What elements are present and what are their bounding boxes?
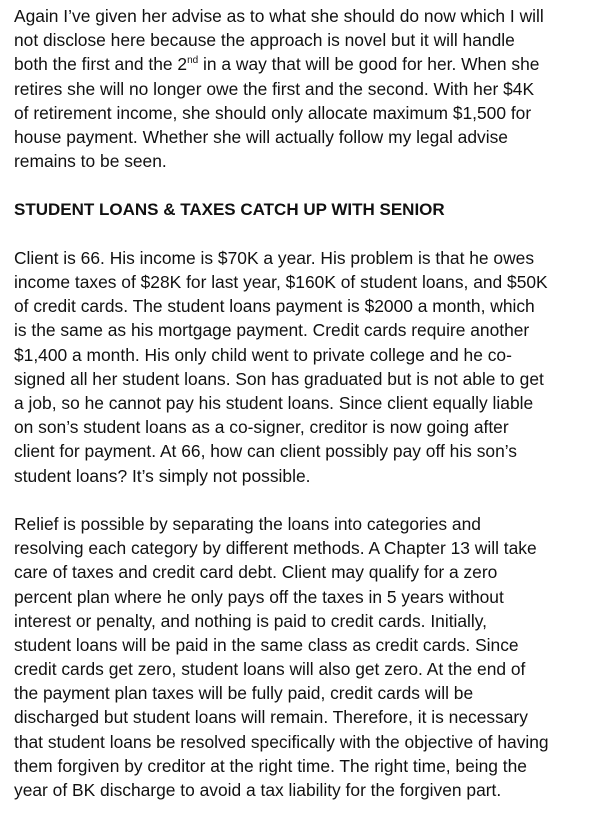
text-fragment: both the first and the 2	[14, 54, 188, 75]
text-line: resolving each category by different methods. A Chapter 13 will take	[14, 538, 537, 559]
paragraph-relief-plan	[14, 512, 594, 802]
paragraph-spacer	[14, 173, 594, 197]
text-line: interest or penalty, and nothing is paid to credit cards. Initially,	[14, 610, 488, 631]
text-line: credit cards get zero, student loans will also get zero. At the end of	[14, 659, 526, 680]
document-page	[14, 4, 594, 802]
text-line: Relief is possible by separating the loans into categories and	[14, 513, 481, 534]
text-line: discharged but student loans will remain. Therefore, it is necessary	[14, 707, 528, 728]
paragraph-spacer	[14, 222, 594, 246]
text-line: a job, so he cannot pay his student loans. Since client equally liable	[14, 393, 534, 413]
text-line: Again I’ve given her advise as to what she should do now which I will	[14, 6, 544, 26]
paragraph-retirement-advice	[14, 4, 594, 173]
text-line: the payment plan taxes will be fully paid, credit cards will be	[14, 683, 474, 704]
text-line: of credit cards. The student loans payment is $2000 a month, which	[14, 296, 535, 317]
text-line: Client is 66. His income is $70K a year. His problem is that he owes	[14, 247, 535, 268]
text-fragment: in a way that will be good for her. When she	[198, 54, 540, 75]
text-line: on son’s student loans as a co-signer, creditor is now going after	[14, 417, 509, 438]
text-line: student loans will be paid in the same class as credit cards. Since	[14, 634, 519, 655]
text-line: signed all her student loans. Son has graduated but is not able to get	[14, 368, 544, 389]
text-line: is the same as his mortgage payment. Credit cards require another	[14, 320, 530, 341]
text-line: retires she will no longer owe the first and the second. With her $4K	[14, 78, 535, 99]
text-line: not disclose here because the approach is novel but it will handle	[14, 30, 515, 51]
text-line: remains to be seen.	[14, 151, 167, 172]
text-line: percent plan where he only pays off the taxes in 5 years without	[14, 586, 504, 607]
superscript-ordinal: nd	[187, 55, 199, 67]
text-line: client for payment. At 66, how can client possibly pay off his son’s	[14, 441, 517, 462]
text-line: house payment. Whether she will actually follow my legal advise	[14, 126, 508, 147]
text-line: year of BK discharge to avoid a tax liability for the forgiven part.	[14, 780, 502, 800]
text-line: them forgiven by creditor at the right time. The right time, being the	[14, 755, 527, 776]
text-line: $1,400 a month. His only child went to private college and he co-	[14, 344, 512, 365]
paragraph-spacer	[14, 488, 594, 512]
text-line-with-superscript	[14, 52, 594, 76]
text-line: student loans? It’s simply not possible.	[14, 465, 311, 486]
text-line: income taxes of $28K for last year, $160K of student loans, and $50K	[14, 272, 548, 293]
text-line: care of taxes and credit card debt. Client may qualify for a zero	[14, 562, 498, 583]
text-line: that student loans be resolved specifically with the objective of having	[14, 731, 549, 752]
section-heading: STUDENT LOANS & TAXES CATCH UP WITH SENIOR	[14, 199, 445, 219]
text-line: of retirement income, she should only allocate maximum $1,500 for	[14, 102, 532, 123]
paragraph-client-situation	[14, 246, 594, 488]
